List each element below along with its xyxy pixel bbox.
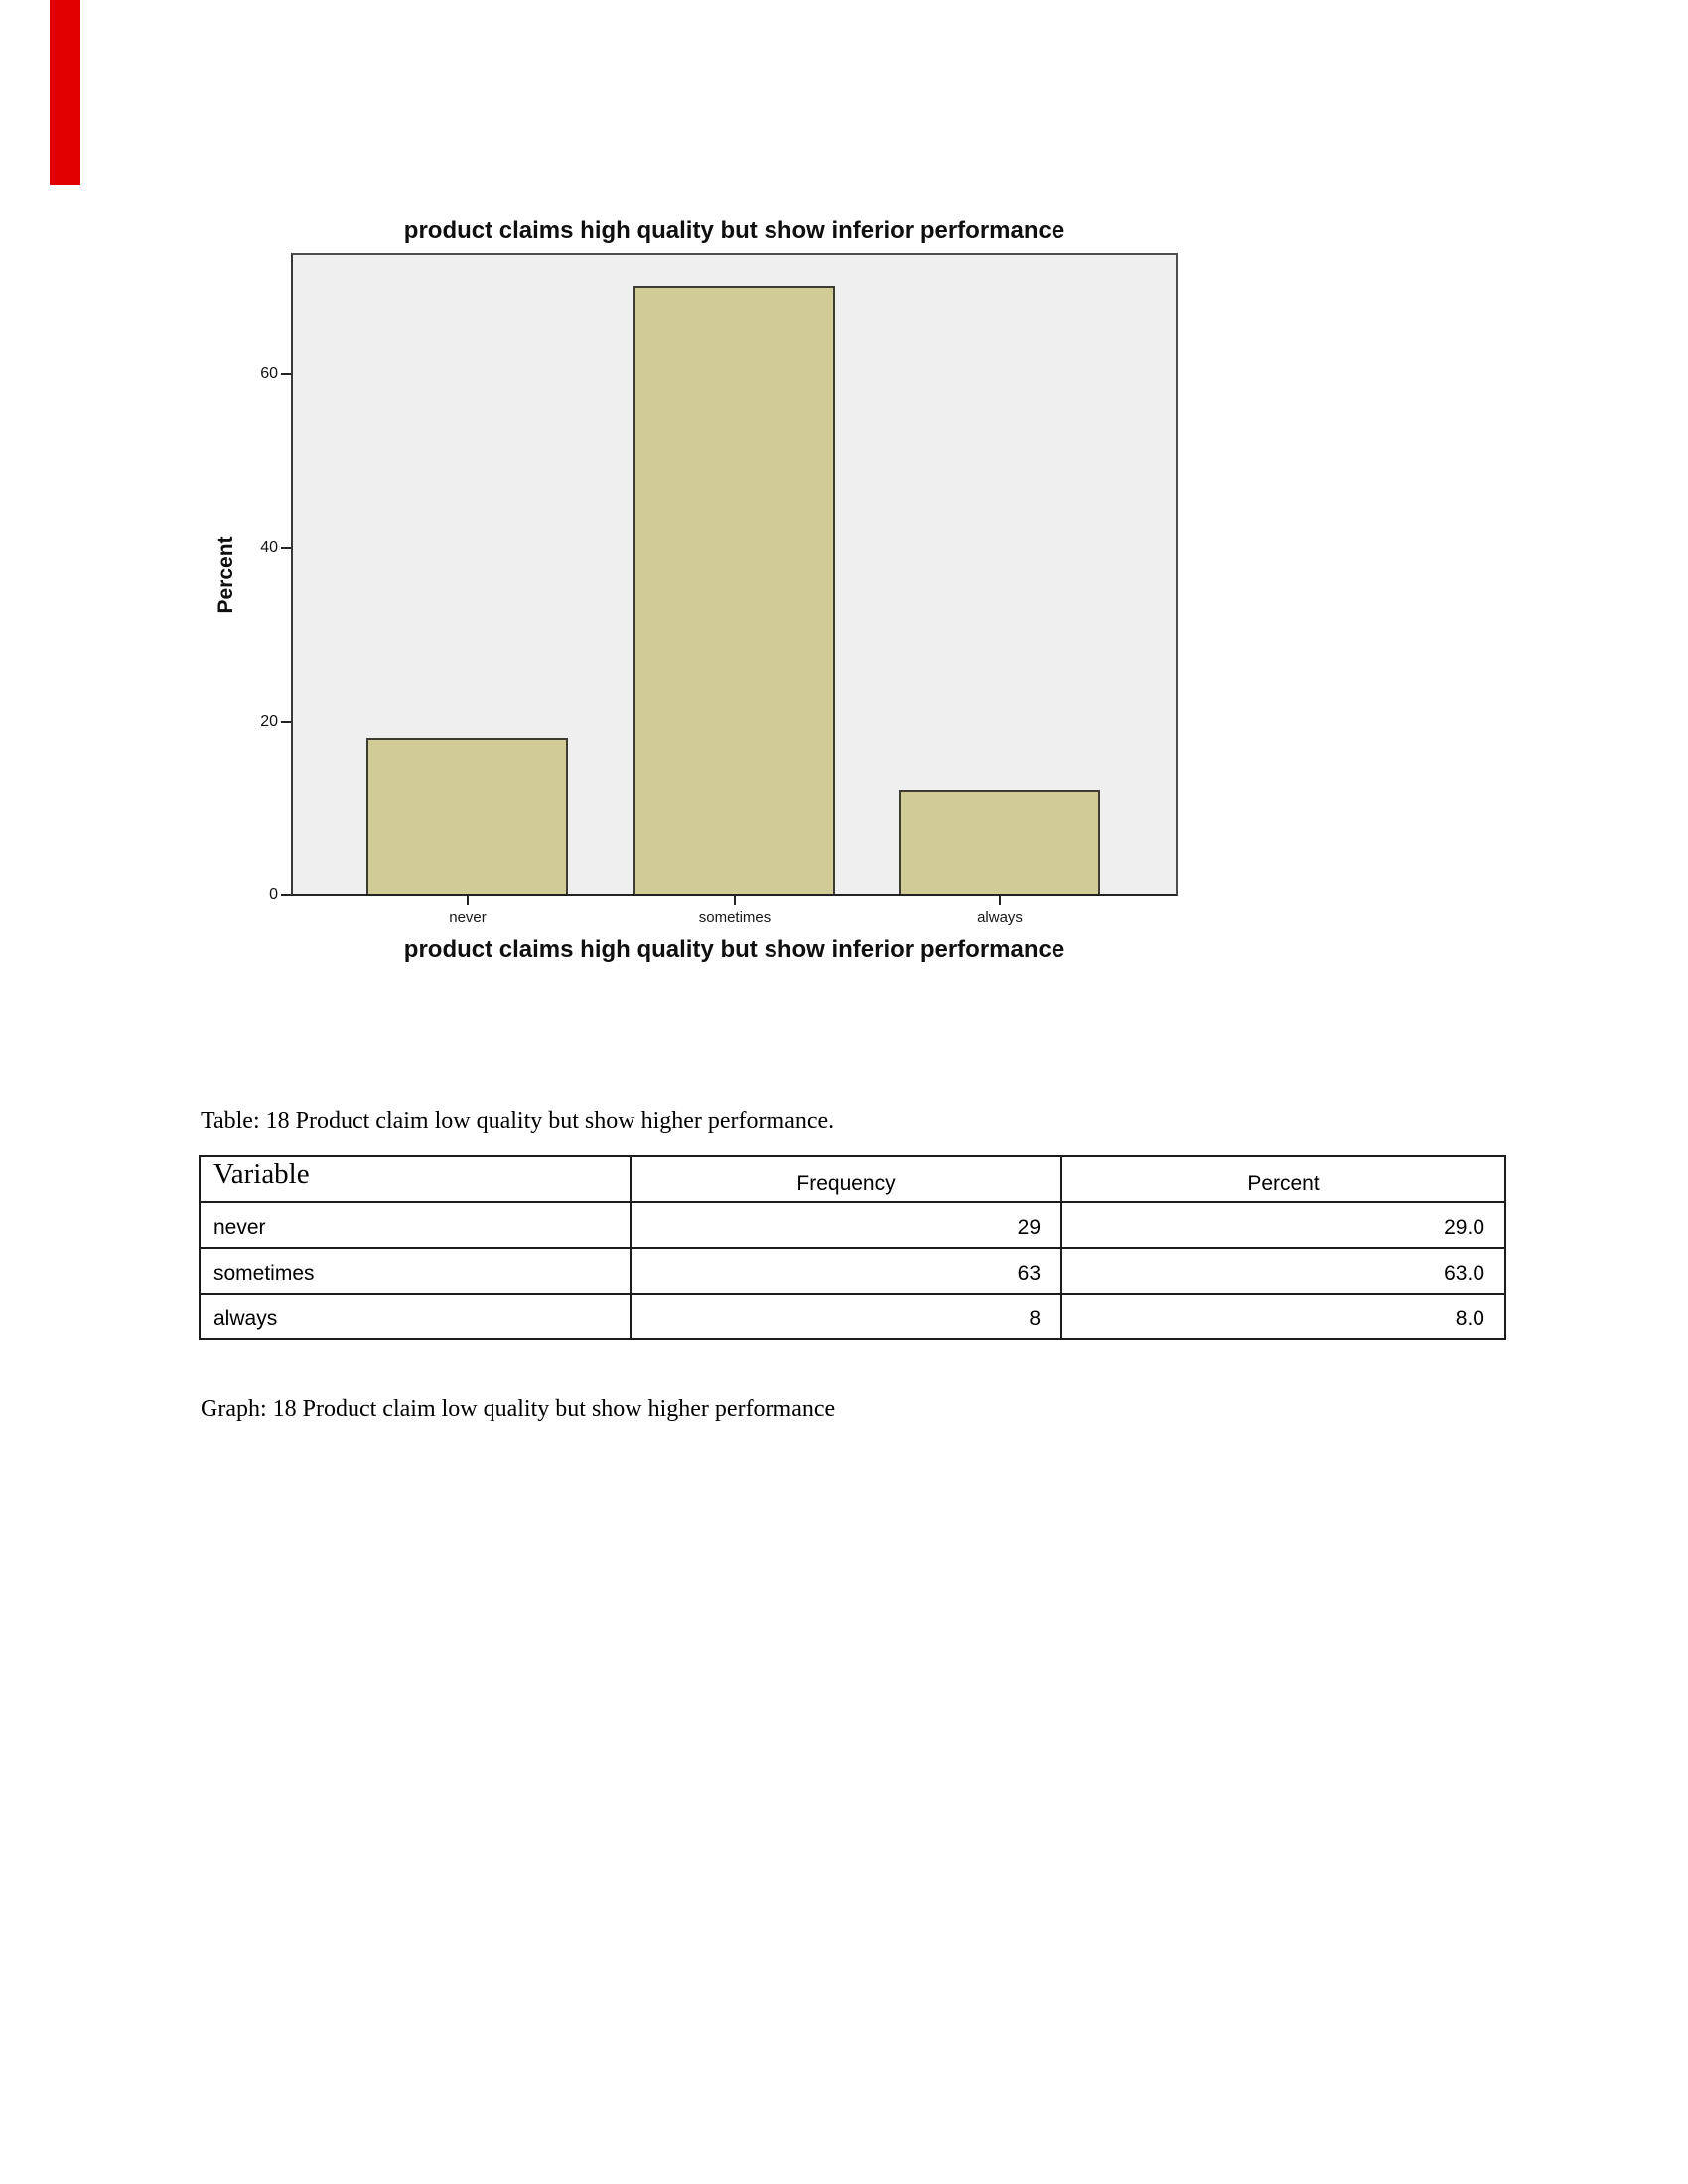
bar-always — [899, 790, 1100, 894]
y-tick-0 — [269, 887, 291, 903]
cell-variable: always — [200, 1294, 631, 1339]
y-tick-mark — [281, 547, 291, 549]
x-tick-mark-never — [467, 896, 469, 905]
red-margin-mark — [50, 0, 80, 185]
table-row-sometimes — [200, 1248, 1505, 1294]
y-axis — [228, 253, 291, 903]
table-header-percent: Percent — [1061, 1156, 1505, 1202]
table-header-variable: Variable — [200, 1156, 631, 1202]
y-tick-label: 40 — [260, 539, 278, 556]
table-caption: Table: 18 Product claim low quality but show higher performance. — [201, 1108, 835, 1134]
y-tick-label: 0 — [269, 887, 278, 903]
table-row-always — [200, 1294, 1505, 1339]
graph-caption: Graph: 18 Product claim low quality but show higher performance — [201, 1396, 836, 1422]
data-table — [199, 1155, 1506, 1340]
y-tick-20 — [260, 714, 291, 730]
cell-frequency: 29 — [631, 1202, 1061, 1248]
cell-variable: never — [200, 1202, 631, 1248]
cell-percent: 8.0 — [1061, 1294, 1505, 1339]
y-tick-label: 20 — [260, 713, 278, 730]
y-axis-label: Percent — [214, 536, 237, 614]
table-header-row — [200, 1156, 1505, 1202]
cell-variable: sometimes — [200, 1248, 631, 1294]
cell-percent: 63.0 — [1061, 1248, 1505, 1294]
plot-area — [291, 253, 1178, 896]
bar-never — [366, 738, 568, 894]
cell-frequency: 63 — [631, 1248, 1061, 1294]
category-label-sometimes: sometimes — [698, 909, 772, 926]
y-tick-40 — [260, 540, 291, 556]
x-axis-title: product claims high quality but show inferior performance — [403, 936, 1065, 963]
category-label-always: always — [977, 909, 1023, 926]
y-tick-60 — [260, 366, 291, 382]
cell-frequency: 8 — [631, 1294, 1061, 1339]
y-tick-mark — [281, 894, 291, 896]
x-tick-mark-sometimes — [734, 896, 736, 905]
table-row-never — [200, 1202, 1505, 1248]
chart-title: product claims high quality but show inferior performance — [403, 217, 1065, 244]
bar-sometimes — [633, 286, 835, 894]
x-tick-mark-always — [999, 896, 1001, 905]
y-tick-label: 60 — [260, 365, 278, 382]
category-label-never: never — [449, 909, 487, 926]
table-header-frequency: Frequency — [631, 1156, 1061, 1202]
y-tick-mark — [281, 373, 291, 375]
cell-percent: 29.0 — [1061, 1202, 1505, 1248]
y-tick-mark — [281, 721, 291, 723]
